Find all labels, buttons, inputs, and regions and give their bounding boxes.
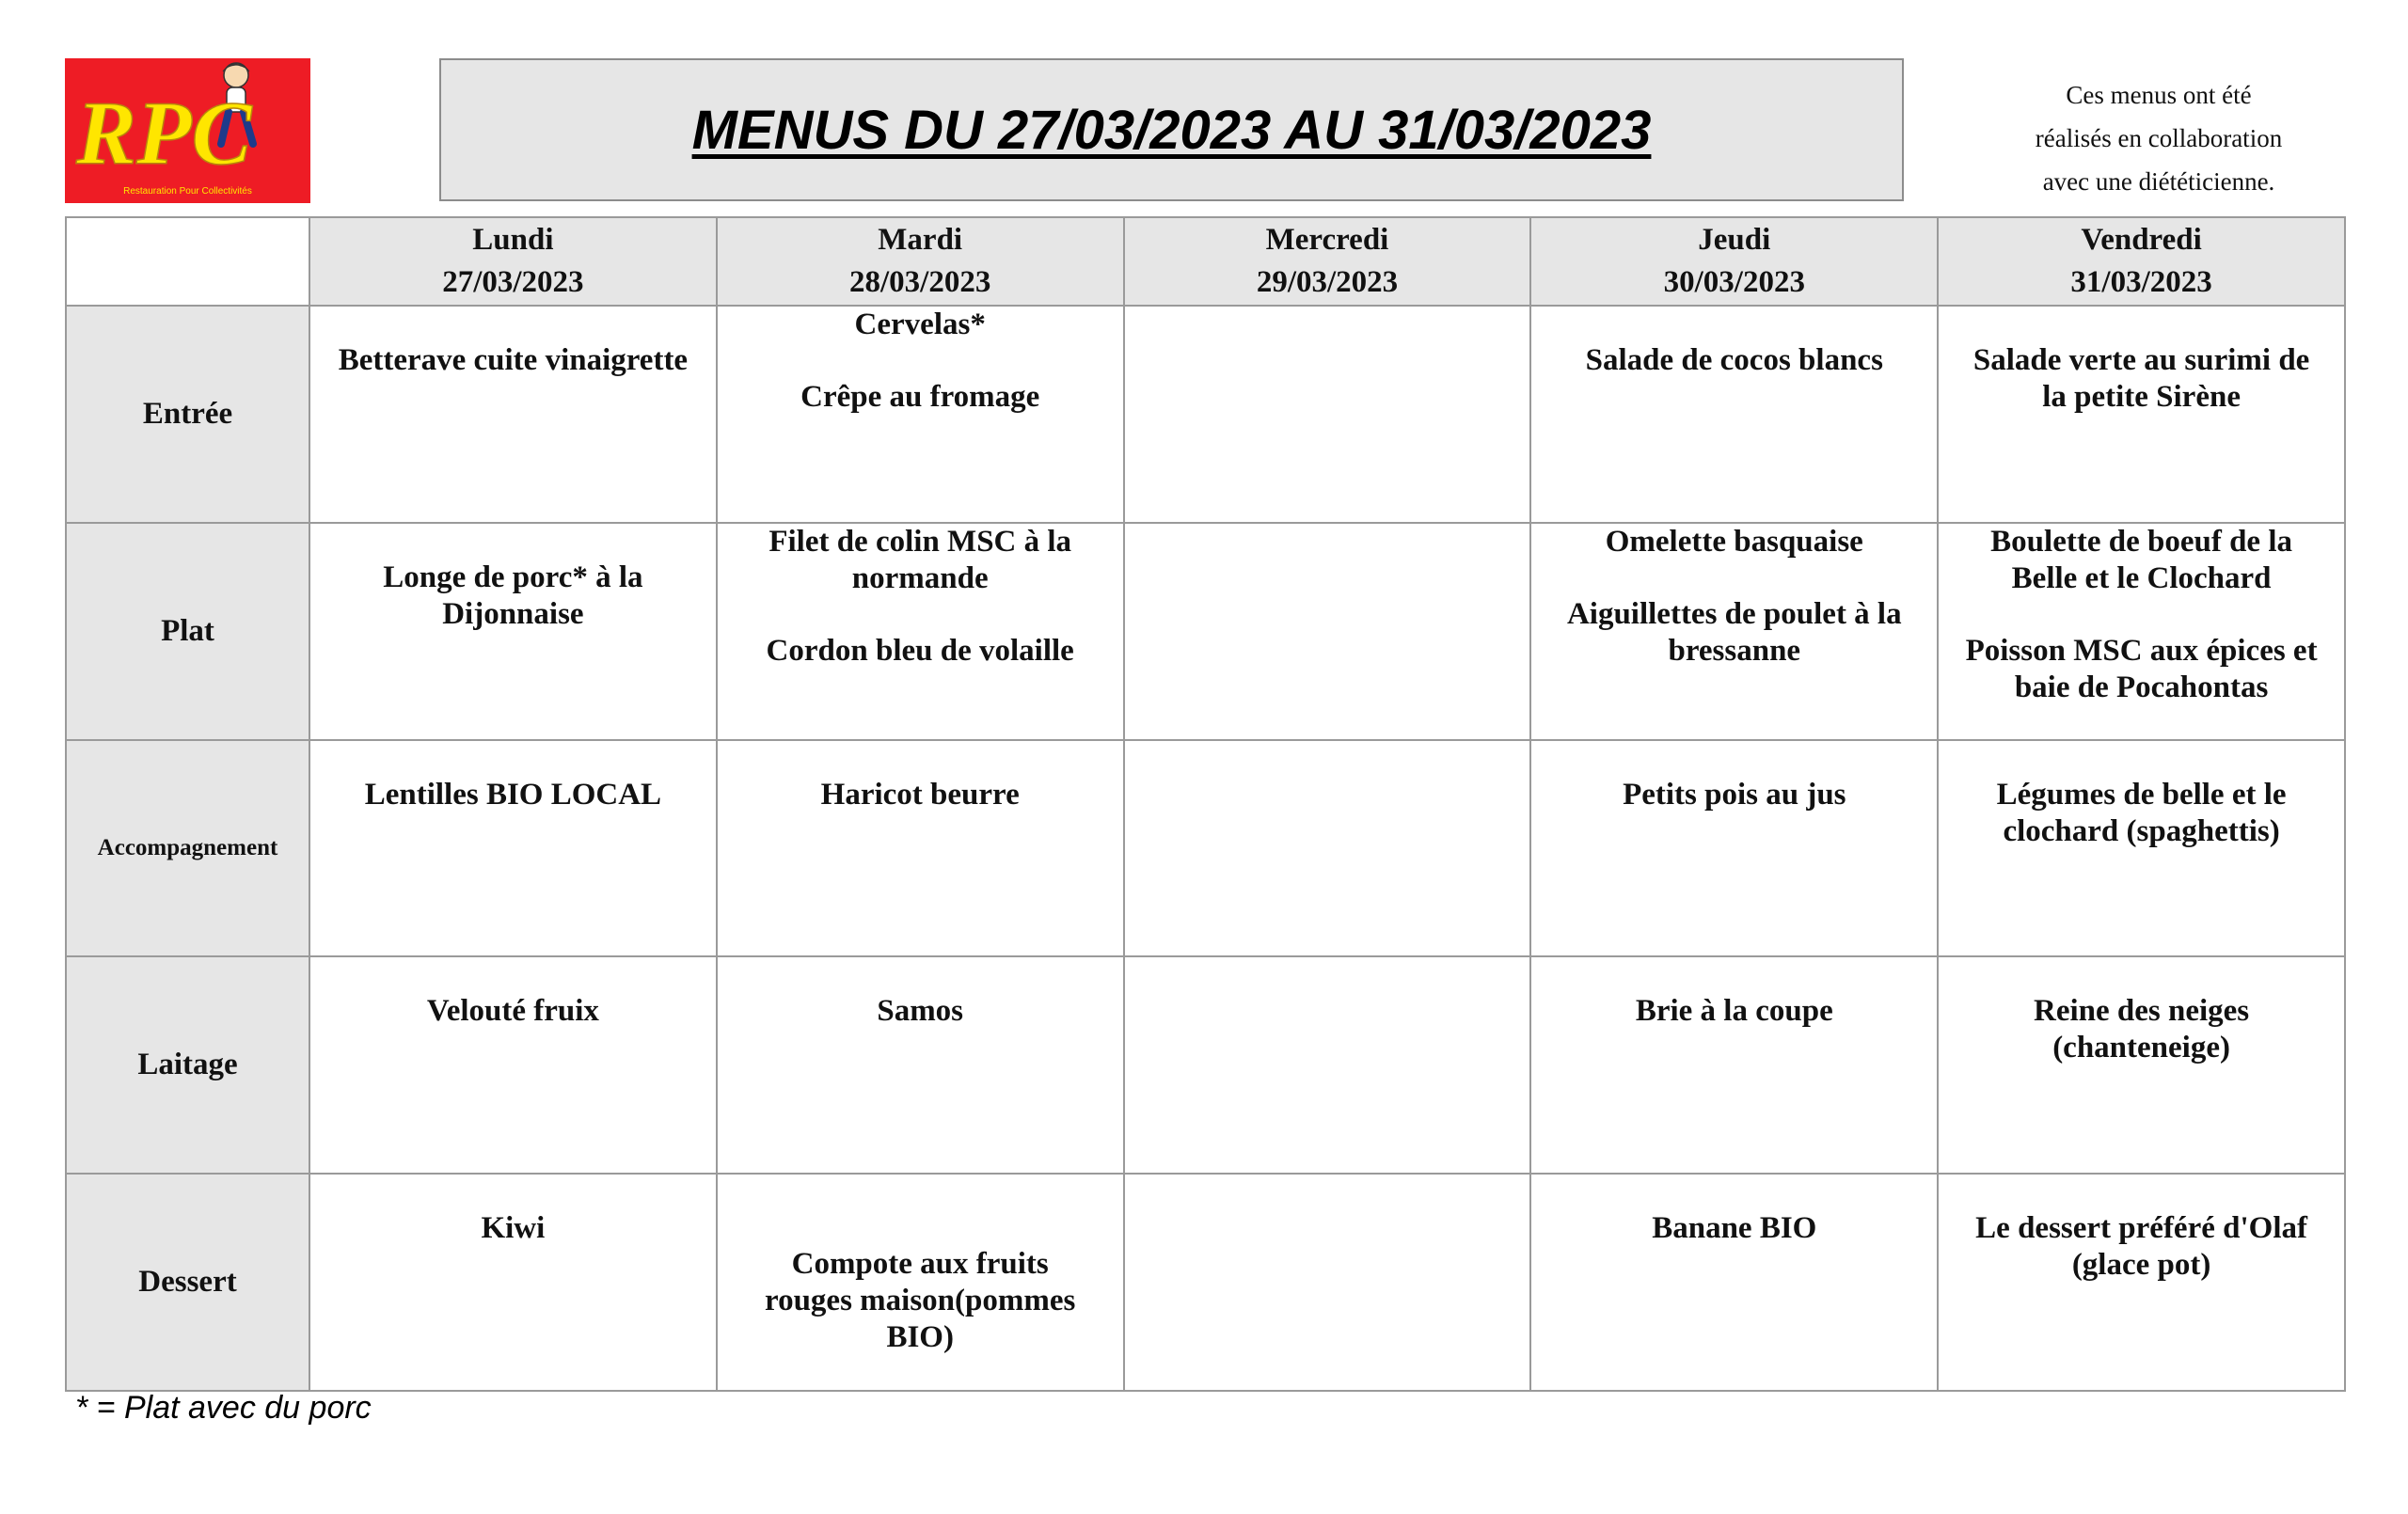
- menu-cell-mardi: [717, 1174, 1124, 1391]
- row-label: Dessert: [66, 1174, 309, 1391]
- dish-line: Le dessert préféré d'Olaf: [1975, 1211, 2307, 1246]
- dish: [718, 524, 1123, 597]
- logo-tagline: Restauration Pour Collectivités: [123, 186, 252, 197]
- menu-cell-jeudi: [1530, 740, 1938, 957]
- dish: [310, 777, 716, 813]
- dish-line: Petits pois au jus: [1623, 777, 1846, 812]
- dish: [1531, 524, 1937, 560]
- dish-line: Omelette basquaise: [1605, 524, 1863, 559]
- dish-line: Dijonnaise: [442, 596, 584, 631]
- dish: [1531, 596, 1937, 670]
- dish-line: baie de Pocahontas: [2014, 670, 2269, 704]
- note-line: avec une diététicienne.: [2042, 167, 2275, 196]
- dish: [1939, 342, 2344, 416]
- dish: [718, 1246, 1123, 1356]
- dish: [310, 1210, 716, 1247]
- row-label: Laitage: [66, 956, 309, 1174]
- corner-cell: [66, 217, 309, 306]
- dish-line: Lentilles BIO LOCAL: [364, 777, 662, 812]
- logo-letters: RPC: [76, 83, 252, 183]
- menu-cell-mardi: [717, 523, 1124, 740]
- dish-line: Compote aux fruits: [791, 1247, 1049, 1282]
- dish-line: rouges maison(pommes: [765, 1284, 1076, 1318]
- dish-line: Kiwi: [481, 1211, 546, 1246]
- dish-line: Cervelas*: [854, 308, 986, 341]
- dish-line: Salade verte au surimi de: [1972, 343, 2310, 377]
- menu-cell-jeudi: [1530, 1174, 1938, 1391]
- dish-line: Cordon bleu de volaille: [766, 633, 1074, 668]
- dish: [1939, 1210, 2344, 1284]
- menu-row-accompagnement: [66, 740, 2345, 957]
- day-header-vendredi: Vendredi 31/03/2023: [1938, 217, 2345, 306]
- dish: [310, 342, 716, 379]
- menu-row-plat: [66, 523, 2345, 740]
- dish: [1531, 342, 1937, 379]
- title-banner: [439, 58, 1904, 201]
- dish-line: Boulette de boeuf de la: [1990, 524, 2292, 559]
- dish: [718, 993, 1123, 1030]
- menu-cell-mercredi: [1124, 523, 1531, 740]
- menu-body: [66, 306, 2345, 1391]
- dish: [718, 307, 1123, 343]
- row-label: Accompagnement: [66, 740, 309, 957]
- dish: [718, 379, 1123, 416]
- menu-table: [65, 216, 2346, 1392]
- menu-cell-vendredi: [1938, 523, 2345, 740]
- dish-line: (glace pot): [2071, 1248, 2211, 1283]
- dish: [718, 777, 1123, 813]
- dish-line: Brie à la coupe: [1635, 994, 1833, 1029]
- dish-line: Betterave cuite vinaigrette: [338, 343, 689, 377]
- menu-cell-lundi: [309, 306, 717, 523]
- dish: [1531, 1210, 1937, 1247]
- menu-cell-lundi: [309, 740, 717, 957]
- dish-line: Longe de porc* à la: [383, 560, 643, 594]
- dish-line: Crêpe au fromage: [800, 380, 1040, 414]
- dish: [310, 560, 716, 633]
- dish-line: Filet de colin MSC à la: [768, 524, 1072, 559]
- menu-cell-mardi: [717, 956, 1124, 1174]
- dish-line: normande: [851, 560, 989, 595]
- dish: [1939, 993, 2344, 1066]
- dish-line: Reine des neiges: [2034, 994, 2250, 1029]
- pork-footnote: * = Plat avec du porc: [75, 1390, 372, 1426]
- dish-line: Aiguillettes de poulet à la: [1566, 596, 1902, 631]
- day-header-mardi: Mardi 28/03/2023: [717, 217, 1124, 306]
- dish-line: Haricot beurre: [820, 777, 1020, 812]
- dish: [1531, 993, 1937, 1030]
- dish-line: Salade de cocos blancs: [1585, 343, 1883, 377]
- menu-cell-vendredi: [1938, 956, 2345, 1174]
- menu-cell-mardi: [717, 740, 1124, 957]
- menu-row-dessert: [66, 1174, 2345, 1391]
- dish: [1939, 777, 2344, 850]
- menu-cell-mercredi: [1124, 956, 1531, 1174]
- dish: [1531, 777, 1937, 813]
- note-line: Ces menus ont été: [2066, 81, 2252, 109]
- menu-cell-lundi: [309, 523, 717, 740]
- dish-line: Banane BIO: [1652, 1211, 1817, 1246]
- menu-cell-lundi: [309, 1174, 717, 1391]
- menu-cell-vendredi: [1938, 1174, 2345, 1391]
- menu-row-entree: [66, 306, 2345, 523]
- dish-line: (chanteneige): [2052, 1031, 2230, 1065]
- page-title: MENUS DU 27/03/2023 AU 31/03/2023: [691, 99, 1652, 161]
- menu-cell-mercredi: [1124, 306, 1531, 523]
- menu-cell-mercredi: [1124, 740, 1531, 957]
- dish-line: la petite Sirène: [2042, 380, 2241, 414]
- dish-line: Belle et le Clochard: [2011, 560, 2272, 595]
- dish-line: Samos: [877, 994, 964, 1029]
- menu-cell-mardi: [717, 306, 1124, 523]
- menu-cell-jeudi: [1530, 956, 1938, 1174]
- dish-line: Velouté fruix: [426, 994, 599, 1029]
- menu-cell-jeudi: [1530, 523, 1938, 740]
- dietitian-note: [1966, 73, 2352, 203]
- menu-row-laitage: [66, 956, 2345, 1174]
- dish: [718, 633, 1123, 670]
- dish-line: BIO): [886, 1320, 954, 1355]
- dish-line: clochard (spaghettis): [2003, 813, 2280, 848]
- menu-cell-jeudi: [1530, 306, 1938, 523]
- day-header-row: [66, 217, 2345, 306]
- menu-cell-vendredi: [1938, 740, 2345, 957]
- dish: [310, 993, 716, 1030]
- day-header-lundi: Lundi 27/03/2023: [309, 217, 717, 306]
- dish: [1939, 633, 2344, 706]
- menu-cell-mercredi: [1124, 1174, 1531, 1391]
- menu-cell-vendredi: [1938, 306, 2345, 523]
- note-line: réalisés en collaboration: [2035, 124, 2283, 152]
- day-header-mercredi: Mercredi 29/03/2023: [1124, 217, 1531, 306]
- rpc-logo: [65, 58, 310, 203]
- dish-line: Poisson MSC aux épices et: [1965, 633, 2318, 668]
- day-header-jeudi: Jeudi 30/03/2023: [1530, 217, 1938, 306]
- menu-cell-lundi: [309, 956, 717, 1174]
- row-label: Plat: [66, 523, 309, 740]
- row-label: Entrée: [66, 306, 309, 523]
- dish: [1939, 524, 2344, 597]
- dish-line: Légumes de belle et le: [1996, 777, 2287, 812]
- logo-graphic: [65, 58, 310, 203]
- dish-line: bressanne: [1668, 633, 1801, 668]
